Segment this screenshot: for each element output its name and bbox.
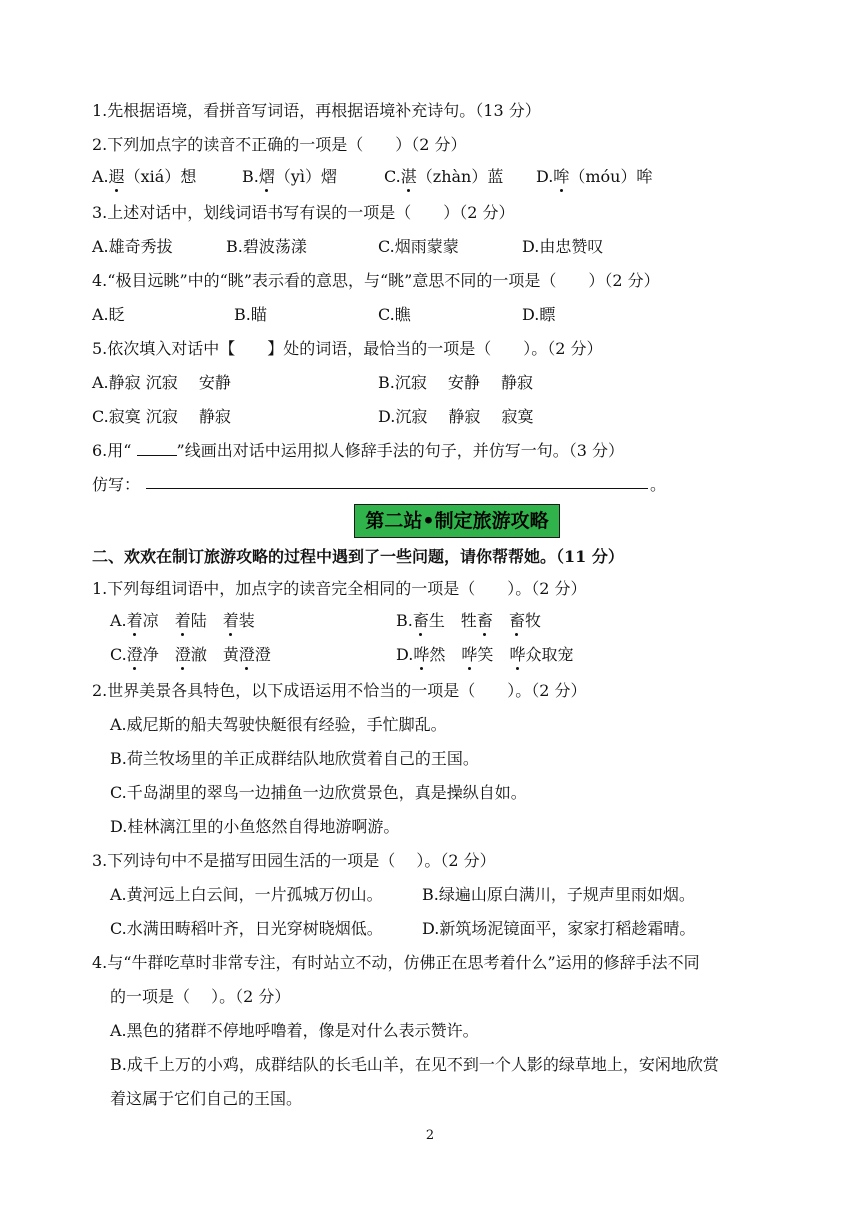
- q1-2-option-c: C.湛（zhàn）蓝: [384, 167, 504, 186]
- q2-1-option-d: D.哗然 哗笑 哗众取宠: [396, 645, 574, 664]
- fangxie-label: 仿写：: [92, 475, 141, 494]
- question-1-4: 4.“极目远眺”中的“眺”表示看的意思，与“眺”意思不同的一项是（ ）（2 分）: [92, 271, 660, 290]
- question-2-4-cont: 的一项是（ ）。（2 分）: [110, 987, 291, 1006]
- q1-4-option-c: C.瞧: [378, 305, 411, 324]
- question-1-5: 5.依次填入对话中【 】处的词语，最恰当的一项是（ ）。（2 分）: [92, 339, 603, 358]
- question-1-2: 2.下列加点字的读音不正确的一项是（ ）（2 分）: [92, 135, 467, 154]
- station-banner: 第二站•制定旅游攻略: [354, 504, 560, 538]
- q1-3-option-b: B.碧波荡漾: [226, 237, 307, 256]
- question-2-4: 4.与“牛群吃草时非常专注，有时站立不动，仿佛正在思考着什么”运用的修辞手法不同: [92, 953, 700, 972]
- q1-4-option-a: A.眨: [92, 305, 125, 324]
- q1-4-option-b: B.瞄: [234, 305, 267, 324]
- q1-5-option-c: C.寂寞 沉寂 静寂: [92, 407, 231, 426]
- section-2-heading: 二、欢欢在制订旅游攻略的过程中遇到了一些问题，请你帮帮她。（11 分）: [92, 547, 624, 566]
- underline-sample: [137, 441, 177, 456]
- q1-5-option-a: A.静寂 沉寂 安静: [92, 373, 231, 392]
- q2-3-option-c: C.水满田畴稻叶齐，日光穿树晓烟低。: [110, 919, 383, 938]
- q2-3-option-b: B.绿遍山原白满川，子规声里雨如烟。: [422, 885, 695, 904]
- q2-2-option-b: B.荷兰牧场里的羊正成群结队地欣赏着自己的王国。: [110, 749, 479, 768]
- q1-3-option-d: D.由忠赞叹: [522, 237, 604, 256]
- question-1-1: 1.先根据语境，看拼音写词语，再根据语境补充诗句。（13 分）: [92, 101, 541, 120]
- q2-3-option-a: A.黄河远上白云间，一片孤城万仞山。: [110, 885, 383, 904]
- q1-4-option-d: D.瞟: [522, 305, 556, 324]
- page-number: 2: [425, 1128, 435, 1143]
- q2-2-option-d: D.桂林漓江里的小鱼悠然自得地游啊游。: [110, 817, 400, 836]
- question-1-3: 3.上述对话中，划线词语书写有误的一项是（ ）（2 分）: [92, 203, 515, 222]
- q2-2-option-a: A.威尼斯的船夫驾驶快艇很有经验，手忙脚乱。: [110, 715, 447, 734]
- question-1-6: 6.用“ ”线画出对话中运用拟人修辞手法的句子，并仿写一句。（3 分）: [92, 441, 624, 460]
- q1-2-option-d: D.哞（móu）哞: [536, 167, 653, 186]
- q2-3-option-d: D.新筑场泥镜面平，家家打稻趁霜晴。: [422, 919, 696, 938]
- fangxie-end: 。: [650, 475, 667, 494]
- question-2-1: 1.下列每组词语中，加点字的读音完全相同的一项是（ ）。（2 分）: [92, 579, 587, 598]
- q2-1-option-c: C.澄净 澄澈 黄澄澄: [110, 645, 271, 664]
- q1-2-option-a: A.遐（xiá）想: [92, 167, 197, 186]
- q2-1-option-b: B.畜生 牲畜 畜牧: [396, 611, 541, 630]
- q1-3-option-a: A.雄奇秀拔: [92, 237, 173, 256]
- fangxie-answer-line[interactable]: [146, 488, 648, 489]
- question-2-2: 2.世界美景各具特色，以下成语运用不恰当的一项是（ ）。（2 分）: [92, 681, 587, 700]
- q2-4-option-a: A.黑色的猪群不停地呼噜着，像是对什么表示赞许。: [110, 1021, 479, 1040]
- q1-3-option-c: C.烟雨蒙蒙: [378, 237, 459, 256]
- q1-5-option-d: D.沉寂 静寂 寂寞: [378, 407, 534, 426]
- q2-4-option-b: B.成千上万的小鸡，成群结队的长毛山羊，在见不到一个人影的绿草地上，安闲地欣赏: [110, 1055, 719, 1074]
- q1-2-option-b: B.熠（yì）熠: [242, 167, 338, 186]
- question-2-3: 3.下列诗句中不是描写田园生活的一项是（ ）。（2 分）: [92, 851, 496, 870]
- q2-2-option-c: C.千岛湖里的翠鸟一边捕鱼一边欣赏景色，真是操纵自如。: [110, 783, 527, 802]
- q1-5-option-b: B.沉寂 安静 静寂: [378, 373, 534, 392]
- q2-4-option-b-cont: 着这属于它们自己的王国。: [110, 1089, 303, 1108]
- q2-1-option-a: A.着凉 着陆 着装: [110, 611, 255, 630]
